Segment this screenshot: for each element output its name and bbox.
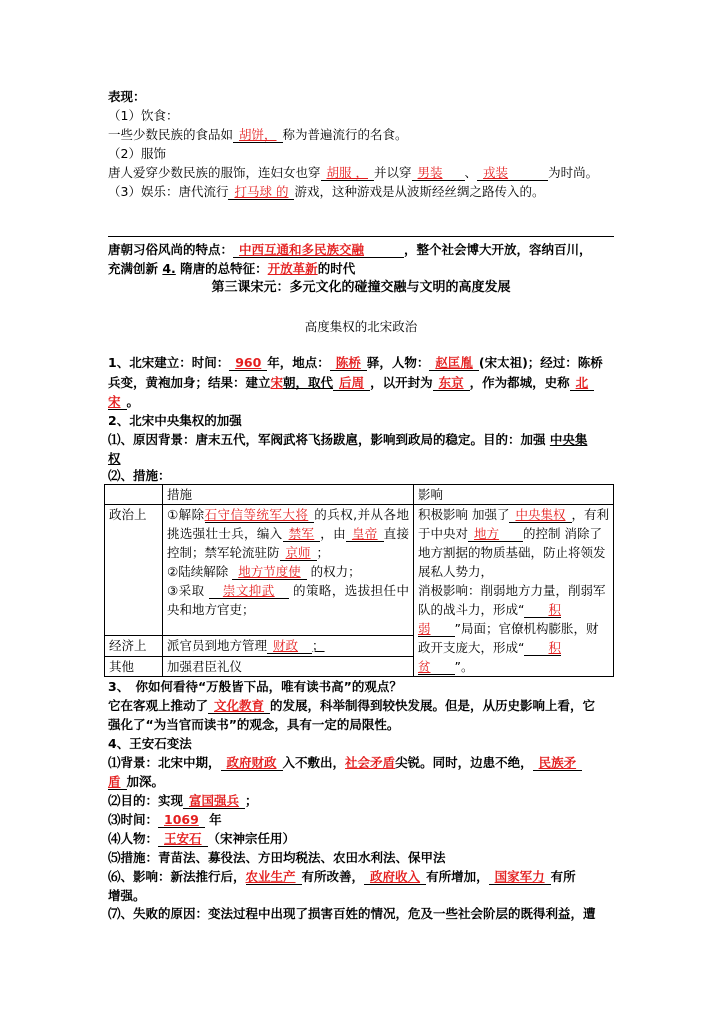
features-line <box>108 240 614 259</box>
song-founding-line1 <box>108 353 614 372</box>
entertainment-line <box>108 182 614 201</box>
reform-effects <box>108 867 614 886</box>
text: ⑴、原因背景：唐末五代，军阀武将飞扬跋扈，影响到政局的稳定。目的：加强 <box>108 432 550 447</box>
section-subtitle: 高度集权的北宋政治 <box>304 319 418 334</box>
answer-blank: 皇帝 <box>346 526 384 542</box>
answer-blank: 农业生产 <box>246 869 302 885</box>
answer-blank: 打马球 的 <box>228 184 294 200</box>
reform-background <box>108 753 614 772</box>
answer-blank: 北 <box>570 375 595 391</box>
answer-blank: 中央集权 <box>509 507 571 523</box>
text: 它在客观上推动了 <box>108 698 209 713</box>
text: 直接控制；禁军轮流驻防 <box>167 526 409 560</box>
table-row <box>105 505 614 636</box>
answer-blank: 政府财政 <box>221 755 283 771</box>
text: 的控制 消除了地方割据的物质基础，防止将领发展私人势力， <box>418 526 606 579</box>
text: 消极影响：削弱地方力量，削弱军队的战斗力，形成“ <box>418 583 606 617</box>
reform-person <box>108 829 614 848</box>
answer-blank: 积贫 <box>418 640 561 674</box>
measures-table <box>104 484 614 677</box>
text: 驿，人物： <box>366 355 430 370</box>
reform-effects-line2: 增强。 <box>108 888 146 903</box>
item-number: 4. <box>162 261 176 276</box>
text: 称为普遍流行的名食。 <box>282 127 408 142</box>
question-3: 3、 你如何看待“万般皆下品，唯有读书高”的观点？ <box>108 679 402 694</box>
background-line <box>108 430 614 449</box>
text: 有所改善， <box>301 869 365 884</box>
answer-blank: 京师 <box>280 545 317 561</box>
answer-blank: 权 <box>108 451 121 466</box>
answer-blank: 地方 <box>468 526 523 542</box>
answer-blank: 戎装 <box>477 165 548 181</box>
answer-blank: 赵匡胤 <box>429 355 479 371</box>
sui-tang-line <box>108 259 614 278</box>
answer-blank: 王安石 <box>158 831 208 847</box>
measures-label: ⑵、措施： <box>108 468 171 483</box>
header-measures: 措施 <box>163 485 414 505</box>
text: ”。 <box>454 659 474 674</box>
text: 加深。 <box>126 774 165 789</box>
text: 唐人爱穿少数民族的服饰，连妇女也穿 <box>108 165 321 180</box>
text: 年 <box>204 812 222 827</box>
row-label-other: 其他 <box>105 656 163 677</box>
answer-blank: 胡饼， <box>233 127 283 143</box>
row-label-political: 政治上 <box>105 505 163 636</box>
answer-blank: 财政 <box>267 638 312 654</box>
answer-3-line1 <box>108 696 614 715</box>
text: ，由 <box>320 526 346 541</box>
lesson-title: 第三课宋元：多元文化的碰撞交融与文明的高度发展 <box>211 280 511 295</box>
text: ； <box>312 638 325 653</box>
text: 年，地点： <box>267 355 330 370</box>
text: 尖锐。同时，边患不绝， <box>395 755 533 770</box>
text: 充满创新 <box>108 261 163 276</box>
text: ⑶时间： <box>108 812 159 827</box>
answer-blank: 1069 <box>158 812 205 828</box>
centralization-heading: 2、北宋中央集权的加强 <box>108 413 242 428</box>
answer-blank: 盾 <box>108 774 127 790</box>
political-measures-cell <box>163 505 414 636</box>
answer-blank: 国家军力 <box>489 869 551 885</box>
text: 的兵权,并从各地挑选强壮士兵，编入 <box>167 507 409 541</box>
heading-manifestation: 表现： <box>108 89 146 104</box>
text: 并以穿 <box>374 165 412 180</box>
answer-blank: 社会矛盾 <box>345 755 396 770</box>
reform-heading: 4、王安石变法 <box>108 736 192 751</box>
text: 派官员到地方管理 <box>167 638 268 653</box>
text: 的权力； <box>306 564 361 579</box>
answer-blank: 宋 <box>270 375 284 390</box>
text: 的策略，选拔担任中央和地方官吏； <box>167 583 409 617</box>
text: ⑷人物： <box>108 831 159 846</box>
text: 朝，取代 <box>283 375 334 390</box>
text: ⑹、影响：新法推行后， <box>108 869 246 884</box>
reform-background-line2 <box>108 772 614 791</box>
answer-blank: 陈桥 <box>330 355 367 371</box>
text: 唐朝习俗风尚的特点： <box>108 242 234 257</box>
answer-blank: 政府收入 <box>364 869 426 885</box>
answer-blank: 中央集 <box>549 432 588 447</box>
text: ； <box>316 545 330 560</box>
answer-blank: 宋 <box>108 394 127 410</box>
text: （3）娱乐：唐代流行 <box>108 184 229 199</box>
text: 、 <box>464 165 478 180</box>
answer-blank: 文化教育 <box>208 698 270 714</box>
text: 游戏，这种游戏是从波斯经丝绸之路传入的。 <box>294 184 545 199</box>
answer-blank: 禁军 <box>283 526 321 542</box>
text: 一些少数民族的食品如 <box>108 127 234 142</box>
text: ，以开封为 <box>370 375 433 390</box>
answer-blank: 积弱 <box>418 602 561 636</box>
text: (宋太祖)；经过：陈桥 <box>478 355 603 370</box>
text: 为时尚。 <box>548 165 599 180</box>
text: ； <box>245 793 258 808</box>
row-label-economic: 经济上 <box>105 636 163 657</box>
header-impact: 影响 <box>414 485 614 505</box>
text: ，有利于中央对 <box>418 507 610 541</box>
other-measures-cell: 加强君臣礼仪 <box>163 656 414 677</box>
song-founding-line3 <box>108 392 614 411</box>
text: 隋唐的总特征： <box>175 261 268 276</box>
answer-blank: 后周 <box>333 375 370 391</box>
text: ”局面；官僚机构膨胀，财政开支庞大，形成“ <box>418 621 599 655</box>
text: 入不敷出， <box>282 755 346 770</box>
text: 有所增加， <box>426 869 489 884</box>
text: 。 <box>126 394 140 409</box>
text: （宋神宗任用） <box>207 831 296 846</box>
answer-blank: 崇文抑武 <box>209 583 289 599</box>
impact-cell <box>414 505 614 677</box>
text: ③采取 <box>167 583 209 598</box>
text: ②陆续解除 <box>167 564 233 579</box>
answer-3-line2: 强化了“为当官而读书”的观念，具有一定的局限性。 <box>108 717 400 732</box>
text: 有所 <box>550 869 576 884</box>
text: 的发展，科举制得到较快发展。但是，从历史影响上看，它 <box>270 698 596 713</box>
table-header-row <box>105 485 614 505</box>
text: 兵变，黄袍加身；结果：建立 <box>108 375 271 390</box>
song-founding-line2 <box>108 373 614 392</box>
text: ，作为都城，史称 <box>469 375 570 390</box>
food-line <box>108 125 614 144</box>
dress-label: （2）服饰 <box>108 146 166 161</box>
reform-failure: ⑺、失败的原因：变法过程中出现了损害百姓的情况，危及一些社会阶层的既得利益，遭 <box>108 906 596 921</box>
text: ①解除 <box>167 507 205 522</box>
answer-blank: 石守信等统军大将 <box>205 507 315 523</box>
text: 1、北宋建立：时间： <box>108 355 230 370</box>
answer-blank: 富国强兵 <box>183 793 245 809</box>
answer-blank: 中西互通和多民族交融 <box>233 242 404 258</box>
food-label: （1）饮食： <box>108 108 179 123</box>
text: 的时代 <box>317 261 356 276</box>
text: ，整个社会博大开放，容纳百川， <box>404 242 592 257</box>
table-cell <box>105 485 163 505</box>
answer-blank: 开放革新 <box>267 261 318 276</box>
reform-goal <box>108 791 614 810</box>
dress-line <box>108 163 614 182</box>
answer-blank: 东京 <box>433 375 470 391</box>
reform-measures: ⑸措施：青苗法、募役法、方田均税法、农田水利法、保甲法 <box>108 850 446 865</box>
text: ⑴背景：北宋中期， <box>108 755 221 770</box>
divider-line <box>108 236 614 237</box>
answer-blank: 民族矛 <box>533 755 583 771</box>
text: 积极影响 加强了 <box>418 507 510 522</box>
answer-blank: 男装 <box>412 165 465 181</box>
answer-blank: 地方节度使 <box>232 564 307 580</box>
answer-blank: 960 <box>229 355 267 371</box>
reform-time <box>108 810 614 829</box>
answer-blank: 胡服 ， <box>321 165 374 181</box>
economic-measures-cell <box>163 636 414 657</box>
text: ⑵目的：实现 <box>108 793 184 808</box>
